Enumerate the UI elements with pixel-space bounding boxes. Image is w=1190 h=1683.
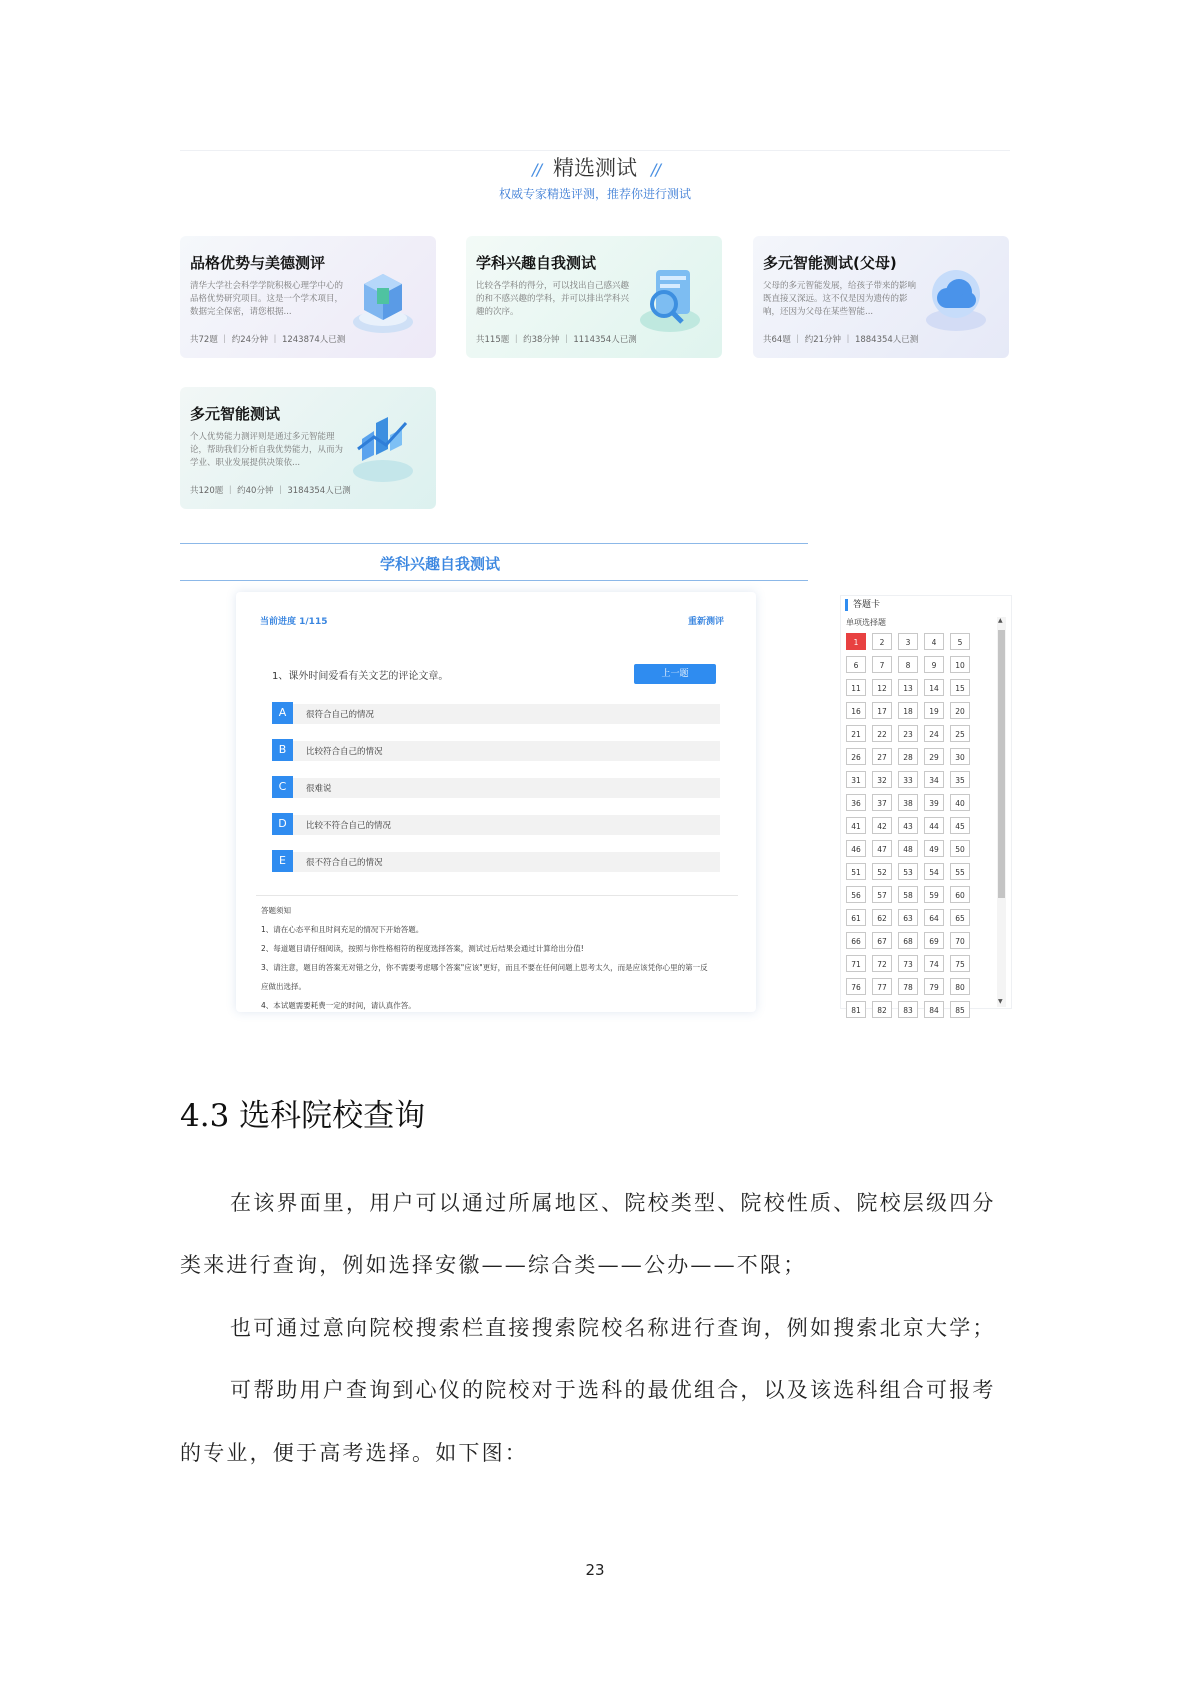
question-text: 1、课外时间爱看有关文艺的评论文章。: [272, 671, 449, 682]
answer-card-cell[interactable]: 60: [950, 886, 970, 903]
card-meta: 共120题 ｜ 约40分钟 ｜ 3184354人已测: [190, 486, 351, 496]
section-divider: [180, 150, 1010, 151]
answer-notes: [261, 901, 737, 1015]
answer-card-cell[interactable]: 83: [898, 1001, 918, 1018]
answer-card-cell[interactable]: 84: [924, 1001, 944, 1018]
answer-card-section: 单项选择题: [846, 618, 886, 627]
answer-card-cell[interactable]: 42: [872, 817, 892, 834]
option-letter: D: [272, 813, 293, 835]
option-text: 很不符合自己的情况: [306, 858, 383, 868]
option-text: 比较不符合自己的情况: [306, 821, 392, 831]
answer-card-cell[interactable]: 23: [898, 725, 918, 742]
answer-card-cell[interactable]: 73: [898, 955, 918, 972]
card-title: 学科兴趣自我测试: [476, 254, 597, 272]
paragraph-line: 也可通过意向院校搜索栏直接搜索院校名称进行查询，例如搜索北京大学；: [230, 1316, 996, 1340]
option-letter: C: [272, 776, 293, 798]
paragraph-line: 可帮助用户查询到心仪的院校对于选科的最优组合，以及该选科组合可报考: [230, 1378, 996, 1402]
answer-card-cell[interactable]: 78: [898, 978, 918, 995]
card-title: 多元智能测试(父母): [763, 254, 897, 272]
slash-decoration-icon: / /: [651, 160, 658, 179]
chart-icon: [348, 409, 418, 489]
answer-card-cell[interactable]: 64: [924, 909, 944, 926]
card-title: 多元智能测试: [190, 405, 281, 423]
answer-card-cell[interactable]: 3: [898, 633, 918, 650]
answer-card-cell[interactable]: 56: [846, 886, 866, 903]
test-card[interactable]: [180, 387, 436, 509]
answer-card-cell[interactable]: 38: [898, 794, 918, 811]
answer-card-cell[interactable]: 24: [924, 725, 944, 742]
option-letter: E: [272, 850, 293, 872]
notes-line: 1、请在心态平和且时间充足的情况下开始答题。: [261, 925, 424, 934]
answer-card-cell[interactable]: 16: [846, 702, 866, 719]
answer-card-cell[interactable]: 14: [924, 679, 944, 696]
answer-card-title: 答题卡: [845, 599, 880, 611]
answer-card-cell[interactable]: 59: [924, 886, 944, 903]
answer-card-cell[interactable]: 11: [846, 679, 866, 696]
card-title: 品格优势与美德测评: [190, 254, 326, 272]
scrollbar-thumb[interactable]: [998, 630, 1005, 898]
answer-card-cell[interactable]: 13: [898, 679, 918, 696]
answer-card-cell[interactable]: 29: [924, 748, 944, 765]
answer-card-cell[interactable]: 63: [898, 909, 918, 926]
answer-card-cell[interactable]: 10: [950, 656, 970, 673]
option-text: 很符合自己的情况: [306, 710, 375, 720]
answer-card-cell[interactable]: 43: [898, 817, 918, 834]
answer-card-cell[interactable]: 31: [846, 771, 866, 788]
notes-divider: [256, 895, 738, 896]
magnifier-icon: [634, 258, 704, 338]
answer-card-cell[interactable]: 30: [950, 748, 970, 765]
answer-card-cell[interactable]: 22: [872, 725, 892, 742]
answer-card-cell[interactable]: 33: [898, 771, 918, 788]
answer-card-cell[interactable]: 17: [872, 702, 892, 719]
answer-card-cell[interactable]: 49: [924, 840, 944, 857]
answer-card-cell[interactable]: 58: [898, 886, 918, 903]
answer-card-cell[interactable]: 37: [872, 794, 892, 811]
answer-option-d[interactable]: [272, 813, 720, 835]
answer-card-cell[interactable]: 62: [872, 909, 892, 926]
notes-line: 3、请注意，题目的答案无对错之分，你不需要考虑哪个答案"应该"更好，而且不要在任何问题上思考太久，而是应该凭你心里的第一反: [261, 963, 708, 972]
test-card[interactable]: [466, 236, 722, 358]
previous-question-button[interactable]: 上一题: [634, 664, 716, 684]
answer-card-cell[interactable]: 53: [898, 863, 918, 880]
answer-card-cell[interactable]: 39: [924, 794, 944, 811]
scroll-down-icon[interactable]: ▼: [998, 998, 1003, 1005]
answer-card-cell[interactable]: 15: [950, 679, 970, 696]
answer-card-cell[interactable]: 50: [950, 840, 970, 857]
featured-title: / / 精选测试 / /: [532, 156, 658, 180]
answer-card-cell[interactable]: 74: [924, 955, 944, 972]
answer-card-cell[interactable]: 21: [846, 725, 866, 742]
card-description: 父母的多元智能发展，给孩子带来的影响既直接又深远。这不仅是因为遗传的影响，还因为父母在某些智能...: [763, 281, 917, 317]
answer-option-a[interactable]: [272, 702, 720, 724]
answer-card-cell[interactable]: 51: [846, 863, 866, 880]
answer-card-cell[interactable]: 8: [898, 656, 918, 673]
answer-card-cell[interactable]: 79: [924, 978, 944, 995]
answer-card-cell[interactable]: 54: [924, 863, 944, 880]
answer-card-cell[interactable]: 61: [846, 909, 866, 926]
answer-card-cell[interactable]: 48: [898, 840, 918, 857]
answer-option-e[interactable]: [272, 850, 720, 872]
answer-card-cell[interactable]: 77: [872, 978, 892, 995]
card-description: 清华大学社会科学学院积极心理学中心的品格优势研究项目。这是一个学术项目，数据完全保密，请您根据...: [190, 281, 344, 317]
answer-card-cell[interactable]: 66: [846, 932, 866, 949]
card-meta: 共115题 ｜ 约38分钟 ｜ 1114354人已测: [476, 335, 637, 345]
answer-card-cell[interactable]: 12: [872, 679, 892, 696]
answer-card-cell[interactable]: 52: [872, 863, 892, 880]
cloud-icon: [921, 258, 991, 338]
answer-card-cell[interactable]: 68: [898, 932, 918, 949]
answer-card-cell[interactable]: 26: [846, 748, 866, 765]
answer-card-cell[interactable]: 46: [846, 840, 866, 857]
answer-card-cell[interactable]: 32: [872, 771, 892, 788]
answer-card-cell[interactable]: 5: [950, 633, 970, 650]
notes-line: 4、本试题需要耗费一定的时间，请认真作答。: [261, 1001, 416, 1010]
retest-link[interactable]: 重新测评: [688, 617, 725, 627]
test-card[interactable]: [753, 236, 1009, 358]
progress-label: 当前进度 1/115: [260, 617, 328, 627]
test-card[interactable]: [180, 236, 436, 358]
answer-card-cell[interactable]: 47: [872, 840, 892, 857]
answer-card-cell[interactable]: 45: [950, 817, 970, 834]
card-meta: 共64题 ｜ 约21分钟 ｜ 1884354人已测: [763, 335, 919, 345]
answer-card-cell[interactable]: 35: [950, 771, 970, 788]
answer-card-cell[interactable]: 70: [950, 932, 970, 949]
option-bar: [292, 778, 720, 798]
answer-card-cell[interactable]: 69: [924, 932, 944, 949]
notes-title: 答题须知: [261, 906, 291, 915]
answer-card-cell[interactable]: 27: [872, 748, 892, 765]
answer-card-cell[interactable]: 72: [872, 955, 892, 972]
answer-card-cell[interactable]: 44: [924, 817, 944, 834]
page-number: 23: [585, 1561, 605, 1579]
notes-line: 应做出选择。: [261, 982, 306, 991]
paragraph-line: 类来进行查询，例如选择安徽——综合类——公办——不限；: [180, 1253, 807, 1277]
answer-card-cell[interactable]: 6: [846, 656, 866, 673]
answer-card-cell[interactable]: 75: [950, 955, 970, 972]
answer-option-b[interactable]: [272, 739, 720, 761]
header-top-line: [180, 543, 808, 544]
section-heading: 4.3 选科院校查询: [180, 1098, 426, 1134]
notes-line: 2、每道题目请仔细阅读，按照与你性格相符的程度选择答案，测试过后结果会通过计算给出分值!: [261, 944, 584, 953]
answer-card-cell[interactable]: 2: [872, 633, 892, 650]
answer-card-cell[interactable]: 67: [872, 932, 892, 949]
header-bottom-line: [180, 580, 808, 581]
answer-option-c[interactable]: [272, 776, 720, 798]
answer-card-cell[interactable]: 7: [872, 656, 892, 673]
option-text: 比较符合自己的情况: [306, 747, 383, 757]
cube-icon: [348, 258, 418, 338]
answer-card-cell[interactable]: 9: [924, 656, 944, 673]
answer-card-cell[interactable]: 40: [950, 794, 970, 811]
answer-card-cell[interactable]: 85: [950, 1001, 970, 1018]
answer-card-cell[interactable]: 81: [846, 1001, 866, 1018]
answer-card-cell[interactable]: 25: [950, 725, 970, 742]
answer-card-cell[interactable]: 19: [924, 702, 944, 719]
featured-subtitle: 权威专家精选评测，推荐你进行测试: [498, 187, 691, 201]
answer-card-cell[interactable]: 28: [898, 748, 918, 765]
card-meta: 共72题 ｜ 约24分钟 ｜ 1243874人已测: [190, 335, 346, 345]
option-text: 很难说: [306, 784, 332, 794]
answer-card-cell[interactable]: 71: [846, 955, 866, 972]
answer-card-cell[interactable]: 41: [846, 817, 866, 834]
slash-decoration-icon: / /: [532, 160, 539, 179]
answer-card-cell[interactable]: 82: [872, 1001, 892, 1018]
answer-card-cell[interactable]: 36: [846, 794, 866, 811]
paragraph-line: 的专业，便于高考选择。如下图：: [180, 1441, 528, 1465]
answer-card-cell[interactable]: 80: [950, 978, 970, 995]
answer-card-cell[interactable]: 65: [950, 909, 970, 926]
answer-card-cell[interactable]: 1: [846, 633, 866, 650]
option-letter: A: [272, 702, 293, 724]
answer-card-cell[interactable]: 4: [924, 633, 944, 650]
paragraph-line: 在该界面里，用户可以通过所属地区、院校类型、院校性质、院校层级四分: [230, 1191, 996, 1215]
subject-test-title: 学科兴趣自我测试: [379, 555, 500, 573]
answer-card-cell[interactable]: 34: [924, 771, 944, 788]
answer-card-cell[interactable]: 55: [950, 863, 970, 880]
option-letter: B: [272, 739, 293, 761]
answer-card-cell[interactable]: 76: [846, 978, 866, 995]
answer-card-cell[interactable]: 20: [950, 702, 970, 719]
answer-card-cell[interactable]: 18: [898, 702, 918, 719]
card-description: 比较各学科的得分，可以找出自己感兴趣的和不感兴趣的学科，并可以排出学科兴趣的次序。: [476, 281, 630, 317]
card-description: 个人优势能力测评则是通过多元智能理论，帮助我们分析自我优势能力，从而为学业、职业发展提供决策依...: [190, 432, 344, 468]
scroll-up-icon[interactable]: ▲: [998, 617, 1003, 624]
answer-card-cell[interactable]: 57: [872, 886, 892, 903]
